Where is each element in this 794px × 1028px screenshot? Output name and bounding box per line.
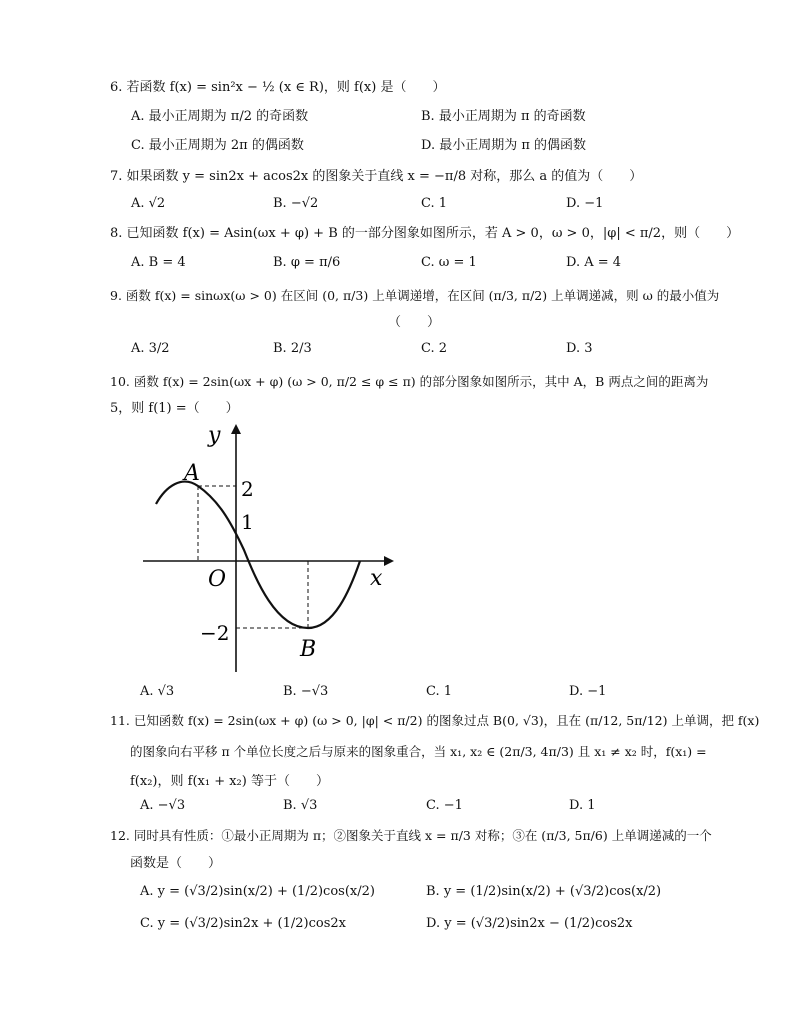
q12-option-a: A. y = (√3/2)sin(x/2) + (1/2)cos(x/2) [140, 884, 375, 899]
q9-stem: 9. 函数 f(x) = sinωx(ω > 0) 在区间 (0, π/3) 上单调递增，在区间 (π/3, π/2) 上单调递减，则 ω 的最小值为 [110, 288, 720, 303]
q9-answer-paren: （ ） [388, 315, 441, 330]
q7-option-b: B. −√2 [273, 196, 319, 211]
q7-option-d: D. −1 [566, 196, 604, 211]
q11-option-a: A. −√3 [140, 798, 186, 813]
q12-option-d: D. y = (√3/2)sin2x − (1/2)cos2x [426, 916, 633, 931]
sine-curve [156, 482, 360, 628]
q9-option-d: D. 3 [566, 341, 593, 356]
q9-option-b: B. 2/3 [273, 341, 312, 356]
tick-label-neg2: −2 [200, 621, 230, 645]
q10-stem-line2: 5，则 f(1) =（ ） [110, 401, 239, 416]
q8-option-c: C. ω = 1 [421, 255, 477, 270]
q10-stem-line1: 10. 函数 f(x) = 2sin(ωx + φ) (ω > 0, π/2 ≤ φ ≤ π) 的部分图象如图所示，其中 A，B 两点之间的距离为 [110, 374, 709, 389]
q8-option-d: D. A = 4 [566, 255, 622, 270]
x-axis-label: x [370, 566, 383, 591]
q6-option-b: B. 最小正周期为 π 的奇函数 [421, 109, 586, 124]
q6-option-c: C. 最小正周期为 2π 的偶函数 [131, 138, 304, 153]
q12-stem-line1: 12. 同时具有性质：①最小正周期为 π；②图象关于直线 x = π/3 对称；③在 (π/3, 5π/6) 上单调递减的一个 [110, 828, 712, 843]
q8-stem: 8. 已知函数 f(x) = Asin(ωx + φ) + B 的一部分图象如图所示，若 A > 0，ω > 0，|φ| < π/2，则（ ） [110, 226, 740, 241]
q11-stem-line1: 11. 已知函数 f(x) = 2sin(ωx + φ) (ω > 0, |φ| < π/2) 的图象过点 B(0, √3)，且在 (π/12, 5π/12) 上单调，把 f(x) [110, 713, 760, 728]
q10-sine-graph [138, 420, 398, 680]
q9-option-a: A. 3/2 [131, 341, 170, 356]
tick-label-1: 1 [241, 510, 254, 534]
q11-option-b: B. √3 [283, 798, 318, 813]
q7-stem: 7. 如果函数 y = sin2x + acos2x 的图象关于直线 x = −π/8 对称，那么 a 的值为（ ） [110, 169, 643, 184]
q12-stem-line2: 函数是（ ） [130, 856, 222, 871]
q6-option-d: D. 最小正周期为 π 的偶函数 [421, 138, 587, 153]
q7-option-c: C. 1 [421, 196, 448, 211]
q8-option-b: B. φ = π/6 [273, 255, 341, 270]
origin-label: O [208, 567, 227, 592]
q9-option-c: C. 2 [421, 341, 448, 356]
q7-option-a: A. √2 [131, 196, 166, 211]
q6-stem: 6. 若函数 f(x) = sin²x − ½ (x ∈ R)，则 f(x) 是（ ） [110, 80, 446, 95]
tick-label-2: 2 [241, 477, 254, 501]
q10-option-d: D. −1 [569, 684, 607, 699]
q11-option-c: C. −1 [426, 798, 463, 813]
q12-option-b: B. y = (1/2)sin(x/2) + (√3/2)cos(x/2) [426, 884, 662, 899]
q6-option-a: A. 最小正周期为 π/2 的奇函数 [131, 109, 309, 124]
q12-option-c: C. y = (√3/2)sin2x + (1/2)cos2x [140, 916, 347, 931]
q11-stem-line3: f(x₂)，则 f(x₁ + x₂) 等于（ ） [130, 774, 329, 789]
y-axis-label: y [208, 423, 221, 448]
q10-option-a: A. √3 [140, 684, 175, 699]
x-axis-arrow [384, 556, 394, 566]
q11-stem-line2: 的图象向右平移 π 个单位长度之后与原来的图象重合，当 x₁, x₂ ∈ (2π/3, 4π/3) 且 x₁ ≠ x₂ 时，f(x₁) = [130, 744, 707, 759]
point-a-label: A [184, 461, 200, 486]
point-b-label: B [300, 637, 317, 662]
y-axis-arrow [231, 424, 241, 434]
q10-option-b: B. −√3 [283, 684, 329, 699]
q8-option-a: A. B = 4 [131, 255, 186, 270]
q10-option-c: C. 1 [426, 684, 453, 699]
q11-option-d: D. 1 [569, 798, 596, 813]
